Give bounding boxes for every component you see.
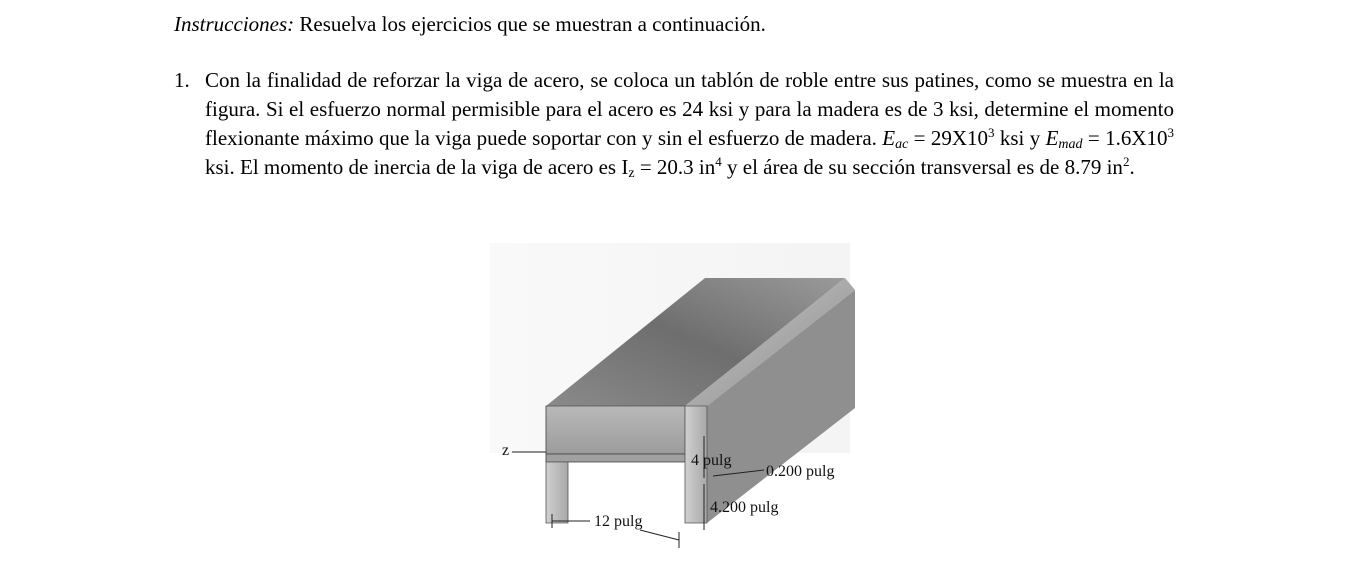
problem-statement bbox=[205, 66, 1174, 182]
e-ac-exponent: 3 bbox=[988, 125, 995, 140]
e-ac-value: = 29X10 bbox=[908, 126, 989, 150]
width-dimension-label: 12 pulg bbox=[594, 513, 643, 530]
iz-value: = 20.3 in bbox=[634, 155, 716, 179]
e-ac-symbol: E bbox=[882, 126, 896, 150]
z-axis-label: z bbox=[502, 442, 510, 459]
width-dimension-line-right bbox=[640, 530, 679, 540]
problem-number: 1. bbox=[174, 68, 190, 92]
beam-illustration bbox=[470, 238, 890, 573]
e-mad-symbol: E bbox=[1045, 126, 1059, 150]
problem-text-part4: . bbox=[1129, 155, 1135, 179]
beam-figure bbox=[470, 238, 890, 573]
e-mad-exponent: 3 bbox=[1167, 125, 1174, 140]
e-ac-subscript: ac bbox=[895, 137, 909, 152]
problem-text-part1: Con la finalidad de reforzar la viga de acero, se coloca un tablón de roble entre sus patines, como se muestra en la figura. Si el esfuerzo normal permisible para el acero es 24 ksi y para la madera es de 3 ksi, determine el momento flexionante máximo que la viga puede soportar con y sin el esfuerzo de madera. bbox=[205, 68, 1174, 150]
problem-text-part3: y el área de su sección transversal es de 8.79 in bbox=[721, 155, 1123, 179]
instructions-lead: Instrucciones: bbox=[174, 12, 295, 36]
thickness-dimension-label: 0.200 pulg bbox=[766, 463, 835, 480]
iz-exponent: 4 bbox=[715, 154, 722, 169]
e-ac-unit: ksi y bbox=[994, 126, 1046, 150]
iz-subscript: z bbox=[628, 166, 635, 181]
instructions-line bbox=[174, 10, 766, 38]
instructions-text: Resuelva los ejercicios que se muestran a continuación. bbox=[294, 12, 766, 36]
problem-1 bbox=[174, 66, 1174, 182]
e-mad-subscript: mad bbox=[1058, 137, 1083, 152]
steel-web bbox=[546, 454, 707, 462]
flange-dimension-label: 4.200 pulg bbox=[710, 499, 779, 516]
area-exponent: 2 bbox=[1122, 154, 1130, 169]
wood-plank-end bbox=[546, 406, 685, 454]
e-mad-value: = 1.6X10 bbox=[1082, 126, 1168, 150]
depth-dimension-label: 4 pulg bbox=[691, 452, 732, 469]
problem-text-part2: ksi. El momento de inercia de la viga de acero es I bbox=[205, 155, 629, 179]
